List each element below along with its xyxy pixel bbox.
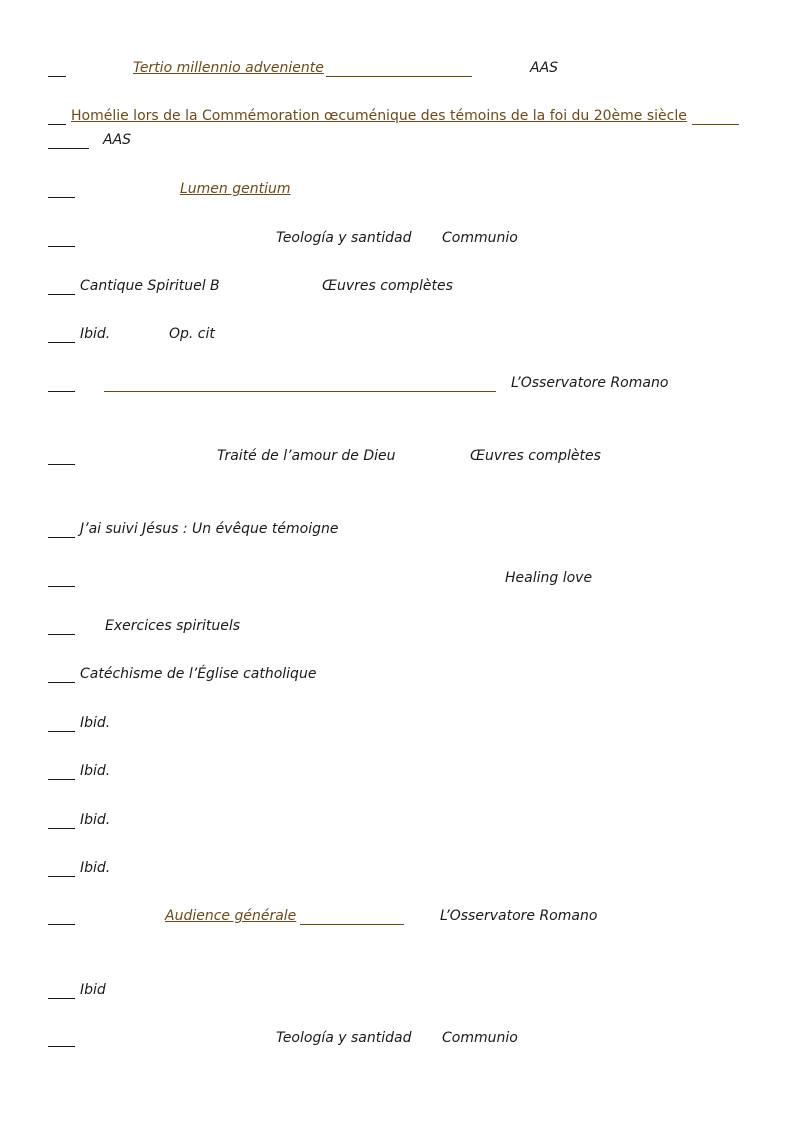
footnote-source: AAS bbox=[103, 132, 132, 148]
footnote-marker-rule bbox=[48, 76, 66, 77]
footnote-18 bbox=[0, 980, 793, 1004]
footnote-source: L’Osservatore Romano bbox=[511, 375, 669, 391]
footnote-marker-rule bbox=[48, 828, 75, 829]
footnote-title: Catéchisme de l’Église catholique bbox=[80, 666, 317, 682]
footnote-9 bbox=[0, 519, 793, 543]
footnote-marker-rule bbox=[48, 124, 66, 125]
footnote-marker-rule bbox=[48, 731, 75, 732]
footnote-19 bbox=[0, 1028, 793, 1052]
footnote-marker-rule bbox=[48, 294, 75, 295]
footnote-link[interactable]: Tertio millennio adveniente bbox=[133, 60, 324, 76]
footnote-2 bbox=[0, 106, 793, 154]
footnote-marker-rule bbox=[48, 197, 75, 198]
footnote-marker-rule bbox=[48, 391, 75, 392]
footnote-source: Œuvres complètes bbox=[322, 278, 453, 294]
footnote-title: Ibid. bbox=[80, 860, 111, 876]
footnote-7 bbox=[0, 373, 793, 397]
footnote-source: Communio bbox=[442, 230, 518, 246]
footnote-link[interactable]: Audience générale bbox=[165, 908, 297, 924]
footnote-marker-rule bbox=[48, 634, 75, 635]
footnote-marker-rule bbox=[48, 1046, 75, 1047]
footnote-marker-rule bbox=[48, 342, 75, 343]
footnote-marker-rule bbox=[48, 876, 75, 877]
footnote-title: Ibid. bbox=[80, 763, 111, 779]
footnote-1 bbox=[0, 58, 793, 82]
footnote-link[interactable]: Homélie lors de la Commémoration œcuménique des témoins de la foi du 20ème siècle bbox=[71, 108, 687, 124]
footnote-title: Healing love bbox=[505, 570, 593, 586]
footnote-marker-rule bbox=[48, 586, 75, 587]
footnote-title: Cantique Spirituel B bbox=[80, 278, 220, 294]
footnote-title: Ibid. bbox=[80, 326, 111, 342]
footnote-continuation-rule bbox=[48, 148, 89, 149]
footnote-10 bbox=[0, 568, 793, 592]
footnote-title: Teología y santidad bbox=[276, 1030, 412, 1046]
footnote-6 bbox=[0, 324, 793, 348]
footnote-source: Communio bbox=[442, 1030, 518, 1046]
footnote-link[interactable]: Lumen gentium bbox=[180, 181, 291, 197]
link-underline-extension bbox=[300, 924, 404, 925]
footnote-4 bbox=[0, 228, 793, 252]
link-underline-extension bbox=[692, 124, 739, 125]
footnote-12 bbox=[0, 664, 793, 688]
footnote-marker-rule bbox=[48, 682, 75, 683]
footnote-source: L’Osservatore Romano bbox=[440, 908, 598, 924]
footnote-marker-rule bbox=[48, 246, 75, 247]
footnote-title: Ibid bbox=[80, 982, 106, 998]
footnote-title: Traité de l’amour de Dieu bbox=[217, 448, 396, 464]
footnote-title: Ibid. bbox=[80, 715, 111, 731]
footnote-marker-rule bbox=[48, 779, 75, 780]
footnote-8 bbox=[0, 446, 793, 470]
footnote-title: Ibid. bbox=[80, 812, 111, 828]
footnote-5 bbox=[0, 276, 793, 300]
footnote-3 bbox=[0, 179, 793, 203]
footnote-15 bbox=[0, 810, 793, 834]
link-underline-extension bbox=[326, 76, 472, 77]
footnote-title: Teología y santidad bbox=[276, 230, 412, 246]
footnote-11 bbox=[0, 616, 793, 640]
footnote-13 bbox=[0, 713, 793, 737]
footnote-title: Exercices spirituels bbox=[105, 618, 241, 634]
footnote-source: AAS bbox=[530, 60, 559, 76]
footnote-title: J’ai suivi Jésus : Un évêque témoigne bbox=[80, 521, 339, 537]
footnote-marker-rule bbox=[48, 537, 75, 538]
footnote-16 bbox=[0, 858, 793, 882]
footnote-marker-rule bbox=[48, 924, 75, 925]
footnote-marker-rule bbox=[48, 464, 75, 465]
footnote-14 bbox=[0, 761, 793, 785]
footnote-source: Œuvres complètes bbox=[470, 448, 601, 464]
footnote-17 bbox=[0, 906, 793, 930]
link-underline bbox=[104, 391, 496, 392]
footnote-source: Op. cit bbox=[169, 326, 215, 342]
footnote-marker-rule bbox=[48, 998, 75, 999]
